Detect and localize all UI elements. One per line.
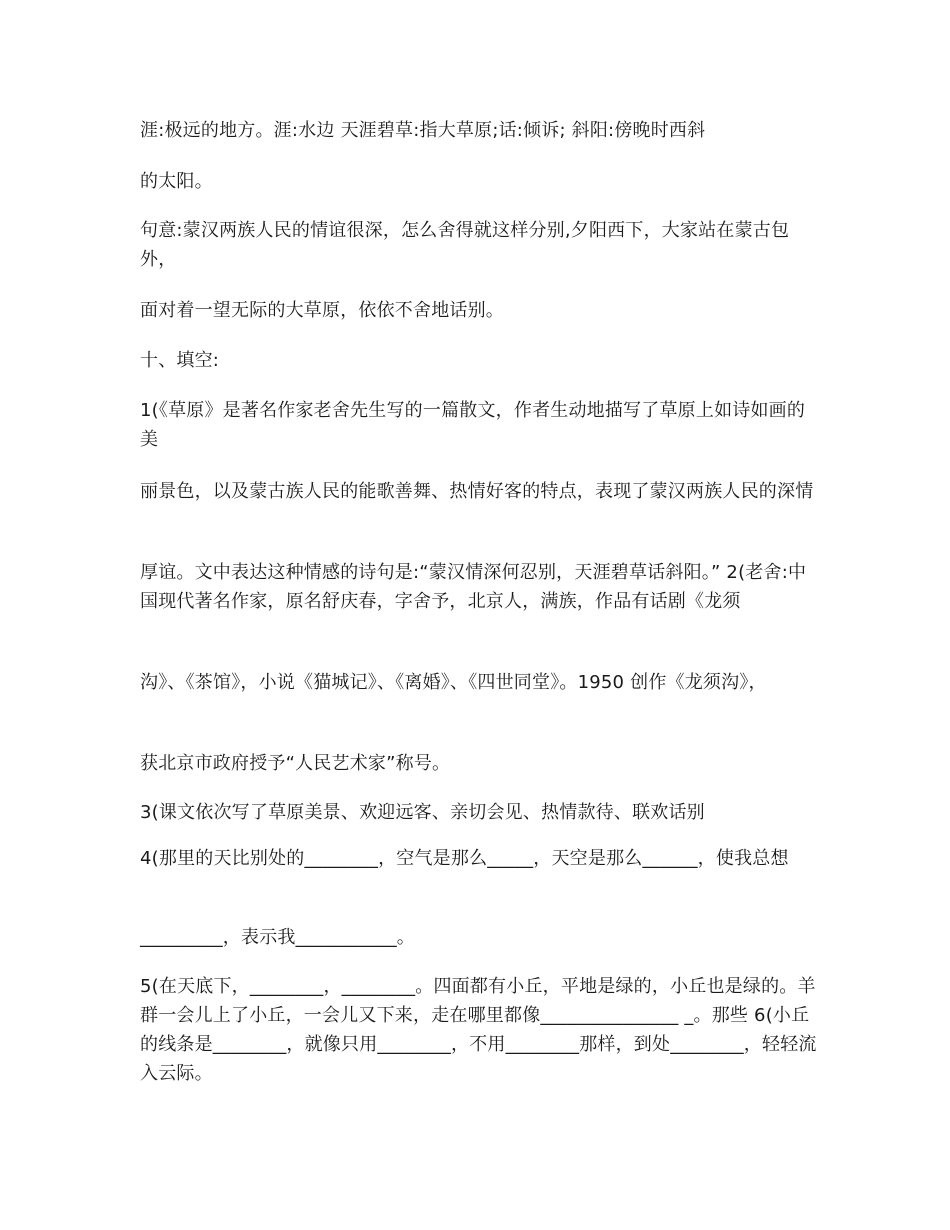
question-3: 3(课文依次写了草原美景、欢迎远客、亲切会见、热情款待、联欢话别	[140, 802, 705, 823]
paragraph-meaning-cont: 面对着一望无际的大草原，依依不舍地话别。	[140, 300, 504, 321]
question-1-2: 厚谊。文中表达这种情感的诗句是:“蒙汉情深何忍别，天涯碧草话斜阳。” 2(老舍:中国现代著名作家，原名舒庆春，字舍予，北京人，满族，作品有话剧《龙须	[140, 562, 807, 612]
question-4-cont: _________，表示我___________。	[140, 927, 415, 948]
question-4: 4(那里的天比别处的________，空气是那么_____，天空是那么______，使我总想	[140, 848, 789, 869]
question-1-cont: 丽景色，以及蒙古族人民的能歌善舞、热情好客的特点，表现了蒙汉两族人民的深情	[140, 481, 814, 502]
section-heading-fill-blank: 十、填空:	[140, 350, 220, 371]
question-2-end: 获北京市政府授予“人民艺术家”称号。	[140, 753, 451, 774]
question-5-6: 5(在天底下，________，________。四面都有小丘，平地是绿的，小丘也是绿的。羊群一会儿上了小丘，一会儿又下来，走在哪里都像_______________ _。那些 6(小丘的线条是________，就像只用________，不用________那样，到处________，轻轻流入云际。	[140, 976, 817, 1084]
question-2-cont: 沟》、《茶馆》，小说《猫城记》、《离婚》、《四世同堂》。1950 创作《龙须沟》，	[140, 672, 767, 693]
paragraph-definitions: 涯:极远的地方。涯:水边 天涯碧草:指大草原;话:倾诉; 斜阳:傍晚时西斜	[140, 120, 706, 141]
paragraph-meaning: 句意:蒙汉两族人民的情谊很深，怎么舍得就这样分别,夕阳西下，大家站在蒙古包外，	[140, 220, 790, 270]
paragraph-definitions-cont: 的太阳。	[140, 171, 213, 192]
question-1: 1(《草原》是著名作家老舍先生写的一篇散文，作者生动地描写了草原上如诗如画的美	[140, 400, 806, 450]
